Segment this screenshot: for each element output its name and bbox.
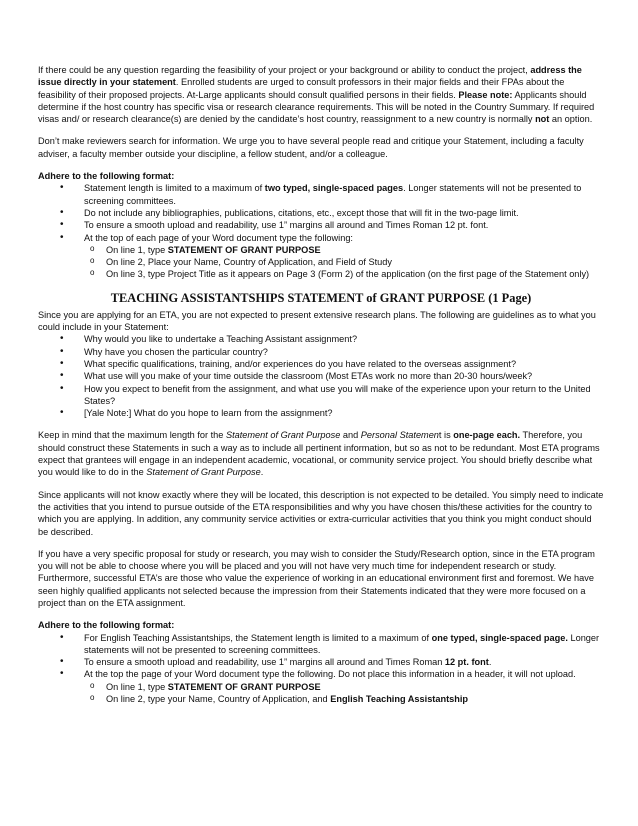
format-section-2 bbox=[38, 619, 604, 705]
length-paragraph bbox=[38, 429, 604, 478]
italic-run: Statement of Grant Purpose bbox=[146, 467, 261, 478]
text-run: . Longer statements will not be presented to screening committees. bbox=[84, 183, 582, 206]
sub-list-item: o On line 3, type Project Title as it appears on Page 3 (Form 2) of the application (on the first page of the Statement only) bbox=[84, 268, 604, 280]
format-heading: Adhere to the following format: bbox=[38, 620, 175, 631]
eta-intro: Since you are applying for an ETA, you are not expected to present extensive research plans. The following are guidelines as to what you could include in your Statement: bbox=[38, 309, 596, 333]
list-item: • How you expect to benefit from the assignment, and what use you will make of the experience upon your return to the United States? bbox=[38, 383, 604, 408]
bold-run: 12 pt. font bbox=[444, 657, 489, 668]
sub-list-item: o On line 2, Place your Name, Country of Application, and Field of Study bbox=[84, 256, 604, 268]
text-run: On line 2, type your Name, Country of Application, and bbox=[106, 694, 331, 705]
sub-list-item bbox=[84, 681, 604, 693]
list-item: • What use will you make of your time outside the classroom (Most ETAs work no more than 20-30 hours/week? bbox=[38, 370, 604, 382]
bold-run: STATEMENT OF GRANT PURPOSE bbox=[167, 681, 321, 692]
section-title: TEACHING ASSISTANTSHIPS STATEMENT of GRANT PURPOSE (1 Page) bbox=[110, 290, 532, 305]
sub-list-item bbox=[84, 693, 604, 705]
eta-guidelines bbox=[38, 309, 604, 420]
list-item bbox=[38, 182, 604, 207]
list-item bbox=[38, 656, 604, 668]
text-run: t is bbox=[438, 430, 454, 441]
text-run: Applicants should determine if the host country has specific visa or research clearance requirements. This will be noted in the Country Summary. If required visas and/ or research clearance(s) are denied by the candidate’s host country, reassignment to a new country is normally bbox=[38, 89, 595, 125]
italic-run: Personal Statemen bbox=[360, 430, 439, 441]
text-run: For English Teaching Assistantships, the Statement length is limited to a maximum of bbox=[84, 632, 432, 643]
text-run: . bbox=[488, 657, 492, 668]
text-run: . Enrolled students are urged to consult professors in their major fields and their FPAs about the feasibility of their proposed projects. At-Large applicants should consult qualified persons in their fields. bbox=[38, 77, 565, 100]
bold-run: English Teaching Assistantship bbox=[330, 694, 469, 705]
italic-run: Statement of Grant Purpose bbox=[225, 430, 341, 441]
bold-run: address the issue directly in your statement bbox=[38, 65, 582, 88]
list-item: • [Yale Note:] What do you hope to learn from the assignment? bbox=[38, 407, 604, 419]
bold-run: STATEMENT OF GRANT PURPOSE bbox=[167, 244, 321, 255]
bold-run: two typed, single-spaced pages bbox=[264, 183, 404, 194]
sub-list bbox=[84, 244, 604, 281]
feasibility-paragraph bbox=[38, 64, 604, 125]
location-paragraph: Since applicants will not know exactly where they will be located, this description is not expected to be detailed. You simply need to indicate the activities that you intend to pursue outside of the ETA responsibilities and why you have chosen this/these activities for the country to which you are applying. In addition, any community service activities or extra-curricular activities that you think you might conduct should be described. bbox=[38, 489, 604, 537]
text-run: At the top of each page of your Word document type the following: bbox=[84, 232, 353, 243]
list-item bbox=[38, 632, 604, 657]
document-page bbox=[38, 64, 604, 705]
sub-list-item bbox=[84, 244, 604, 256]
list-item bbox=[38, 668, 604, 705]
text-run: an option. bbox=[549, 114, 593, 125]
format-heading: Adhere to the following format: bbox=[38, 171, 175, 182]
list-item: • Why have you chosen the particular country? bbox=[38, 346, 604, 358]
list-item: • To ensure a smooth upload and readability, use 1” margins all around and Times Roman 12 pt. font. bbox=[38, 219, 604, 231]
text-run: On line 1, type bbox=[106, 244, 168, 255]
list-item bbox=[38, 232, 604, 281]
text-run: Statement length is limited to a maximum of bbox=[84, 183, 265, 194]
list-item: • Why would you like to undertake a Teaching Assistant assignment? bbox=[38, 333, 604, 345]
format-list bbox=[38, 632, 604, 706]
bold-run: one typed, single-spaced page. bbox=[431, 632, 568, 643]
bold-run: one-page each. bbox=[453, 430, 521, 441]
list-item: • What specific qualifications, training, and/or experiences do you have related to the overseas assignment? bbox=[38, 358, 604, 370]
format-list bbox=[38, 182, 604, 280]
bold-run: not bbox=[535, 114, 550, 125]
text-run: Keep in mind that the maximum length for the bbox=[38, 430, 226, 441]
text-run: On line 1, type bbox=[106, 681, 168, 692]
sub-list bbox=[84, 681, 604, 706]
text-run: and bbox=[340, 430, 361, 441]
text-run: Longer statements will not be presented to screening committees. bbox=[84, 632, 600, 655]
text-run: At the top the page of your Word document type the following. Do not place this information in a header, it will not upload. bbox=[84, 669, 576, 680]
list-item: • Do not include any bibliographies, publications, citations, etc., except those that will fit in the two-page limit. bbox=[38, 207, 604, 219]
reviewers-paragraph: Don’t make reviewers search for information. We urge you to have several people read and critique your Statement, including a faculty adviser, a faculty member outside your discipline, a fellow student, and/or a colleague. bbox=[38, 136, 584, 159]
eta-question-list bbox=[38, 333, 604, 419]
format-section-1 bbox=[38, 170, 604, 281]
text-run: . bbox=[260, 467, 264, 478]
text-run: Therefore, you should construct these Statements in such a way as to include all pertinent information, but so as not to be redundant. Most ETA programs expect that grantees will engage in an independent academic, vocational, or community service project. You should briefly describe what you would like to do in the bbox=[38, 430, 600, 478]
text-run: To ensure a smooth upload and readability, use 1” margins all around and Times Roman bbox=[84, 657, 445, 668]
text-run: If there could be any question regarding the feasibility of your project or your background or ability to conduct the project, bbox=[38, 65, 531, 75]
bold-run: Please note: bbox=[458, 89, 513, 100]
study-research-paragraph: If you have a very specific proposal for study or research, you may wish to consider the Study/Research option, since in the ETA program you will not be able to choose where you will be placed and you will not have very much time for independent research or study. Furthermore, successful ETA’s are those who value the experience of working in an educational environment first and foremost. We have seen highly qualified applicants not selected because the impression from their Statements indicated that they were more focused on a project than on the ETA assignment. bbox=[38, 548, 595, 608]
